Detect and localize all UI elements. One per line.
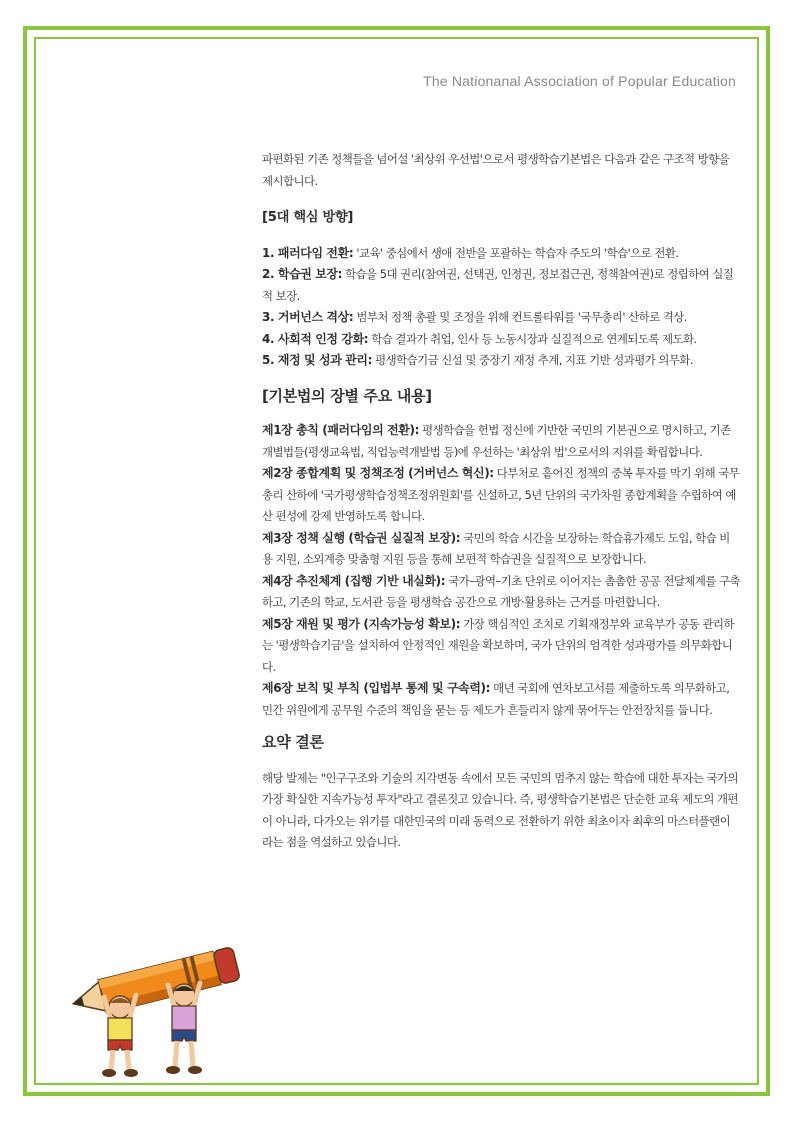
document-body — [262, 149, 740, 854]
summary-paragraph: 해당 발제는 "인구구조와 기술의 지각변동 속에서 모든 국민의 멈추지 않는 학습에 대한 투자는 국가의 가장 확실한 지속가능성 투자"라고 결론짓고 있습니다. 즉, 평생학습기본법은 단순한 교육 제도의 개편이 아니라, 다가오는 위기를 대한민국의 미래 동력으로 전환하기 위한 최초이자 최후의 마스터플랜이라는 점을 역설하고 있습니다. — [262, 770, 738, 849]
direction-label: 1. 패러다임 전환: — [262, 245, 354, 260]
direction-item — [262, 329, 740, 351]
kids-carrying-pencil-icon — [66, 935, 246, 1085]
direction-label: 5. 재정 및 성과 관리: — [262, 353, 372, 367]
chapter-item — [262, 528, 740, 571]
direction-text: 평생학습기금 신설 및 중장기 재정 추계, 지표 기반 성과평가 의무화. — [371, 353, 694, 367]
direction-item — [262, 307, 740, 329]
chapter-label: 제3장 정책 실행 (학습권 실질적 보장): — [262, 530, 461, 545]
chapter-label: 제1장 총칙 (패러다임의 전환): — [262, 423, 419, 437]
direction-item — [262, 264, 740, 307]
direction-text: 범부처 정책 총괄 및 조정을 위해 컨트롤타워를 '국무총리' 산하로 격상. — [353, 310, 687, 324]
direction-label: 2. 학습권 보장: — [262, 267, 343, 281]
chapter-text: 다부처로 흩어진 정책의 중복 투자를 막기 위해 국무총리 산하에 '국가평생학습정책조정위원회'를 신설하고, 5년 단위의 국가차원 종합계획을 수립하여 예산 편성에 강제 반영하도록 합니다. — [262, 466, 740, 523]
direction-label: 4. 사회적 인정 강화: — [262, 331, 369, 346]
chapter-text: 국가–광역–기초 단위로 이어지는 촘촘한 공공 전달체계를 구축하고, 기존의 학교, 도서관 등을 평생학습 공간으로 개방·활용하는 근거를 마련합니다. — [262, 573, 740, 609]
chapters-list — [262, 420, 740, 721]
organization-header: The Nationanal Association of Popular Education — [423, 73, 736, 89]
chapter-item — [262, 571, 740, 614]
chapter-item — [262, 463, 740, 528]
directions-title: [5대 핵심 방향] — [262, 210, 354, 225]
direction-item — [262, 350, 740, 372]
chapter-label: 제2장 종합계획 및 정책조정 (거버넌스 혁신): — [262, 466, 494, 480]
chapter-label: 제5장 재원 및 평가 (지속가능성 확보): — [262, 616, 461, 631]
summary-title: 요약 결론 — [262, 733, 324, 751]
chapter-item — [262, 420, 740, 463]
chapter-text: 매년 국회에 연차보고서를 제출하도록 의무화하고, 민간 위원에게 공무원 수준의 책임을 묻는 등 제도가 흔들리지 않게 묶어두는 안전장치를 둡니다. — [262, 681, 730, 717]
direction-text: 학습을 5대 권리(참여권, 선택권, 인정권, 정보접근권, 정책참여권)로 정립하여 실질적 보장. — [262, 267, 734, 303]
chapter-text: 평생학습을 헌법 정신에 기반한 국민의 기본권으로 명시하고, 기존 개별법들(평생교육법, 직업능력개발법 등)에 우선하는 '최상위 법'으로서의 지위를 확립합니다. — [262, 423, 731, 459]
chapter-label: 제4장 추진체계 (집행 기반 내실화): — [262, 573, 446, 588]
chapters-title: [기본법의 장별 주요 내용] — [262, 386, 432, 405]
intro-paragraph: 파편화된 기존 정책들을 넘어설 '최상위 우선법'으로서 평생학습기본법은 다음과 같은 구조적 방향을 제시합니다. — [262, 152, 730, 188]
directions-list — [262, 243, 740, 372]
direction-text: '교육' 중심에서 생애 전반을 포괄하는 학습자 주도의 '학습'으로 전환. — [353, 245, 679, 260]
chapter-label: 제6장 보칙 및 부칙 (입법부 통제 및 구속력): — [262, 681, 491, 695]
direction-label: 3. 거버넌스 격상: — [262, 310, 354, 324]
chapter-text: 가장 핵심적인 조치로 기획재정부와 교육부가 공동 관리하는 '평생학습기금'을 설치하여 안정적인 재원을 확보하며, 국가 단위의 엄격한 성과평가를 의무화합니다. — [262, 616, 735, 674]
direction-item — [262, 243, 740, 265]
direction-text: 학습 결과가 취업, 인사 등 노동시장과 실질적으로 연계되도록 제도화. — [368, 331, 697, 346]
chapter-text: 국민의 학습 시간을 보장하는 학습휴가제도 도입, 학습 비용 지원, 소외계층 맞춤형 지원 등을 통해 보편적 학습권을 실질적으로 보장합니다. — [262, 530, 730, 566]
chapter-item — [262, 614, 740, 679]
chapter-item — [262, 678, 740, 721]
